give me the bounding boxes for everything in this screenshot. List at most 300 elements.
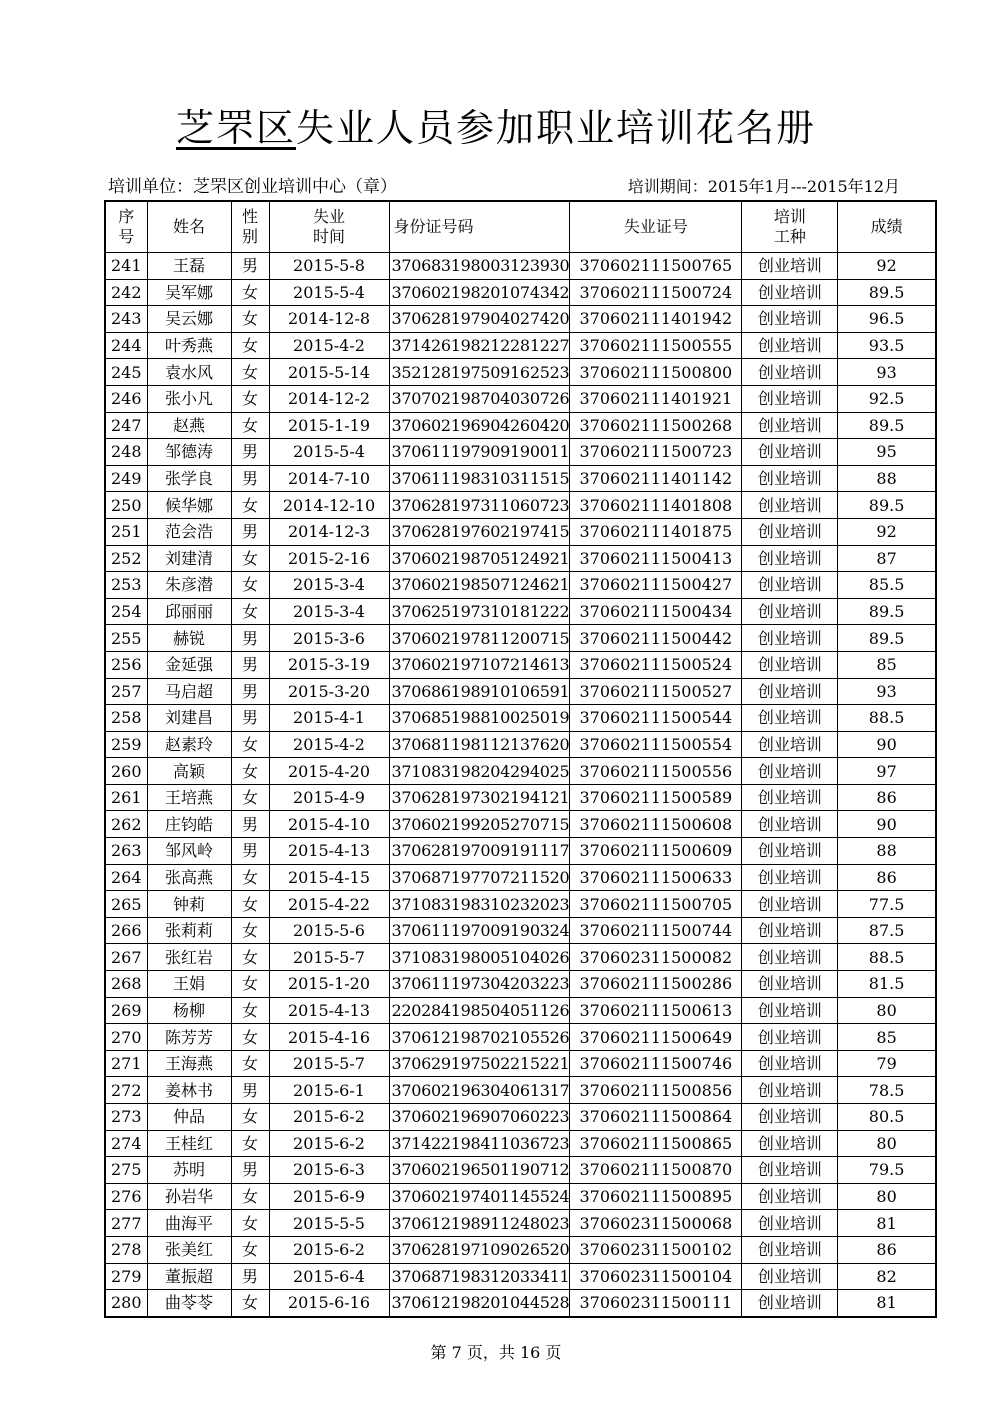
cell-certificate-number: 370602111500870 [570, 1157, 742, 1184]
cell-certificate-number: 370602111500589 [570, 784, 742, 811]
table-row [105, 492, 936, 519]
cell-gender: 女 [231, 306, 269, 333]
cell-id-number: 220284198504051126 [389, 997, 570, 1024]
cell-date: 2015-3-20 [269, 678, 389, 705]
cell-score: 79.5 [838, 1157, 936, 1184]
header-name: 姓名 [147, 201, 231, 253]
cell-certificate-number: 370602111500895 [570, 1183, 742, 1210]
cell-date: 2014-12-2 [269, 385, 389, 412]
cell-date: 2015-4-13 [269, 838, 389, 865]
cell-name: 苏明 [147, 1157, 231, 1184]
cell-training-type: 创业培训 [742, 1024, 838, 1051]
cell-score: 93.5 [838, 332, 936, 359]
cell-no: 255 [105, 625, 147, 652]
cell-training-type: 创业培训 [742, 359, 838, 386]
table-row [105, 1210, 936, 1237]
cell-training-type: 创业培训 [742, 1157, 838, 1184]
cell-no: 260 [105, 758, 147, 785]
cell-training-type: 创业培训 [742, 971, 838, 998]
cell-gender: 女 [231, 917, 269, 944]
cell-no: 252 [105, 545, 147, 572]
cell-training-type: 创业培训 [742, 439, 838, 466]
cell-id-number: 352128197509162523 [389, 359, 570, 386]
cell-no: 279 [105, 1263, 147, 1290]
cell-id-number: 370628197602197415 [389, 518, 570, 545]
cell-name: 董振超 [147, 1263, 231, 1290]
cell-training-type: 创业培训 [742, 651, 838, 678]
cell-score: 80 [838, 1130, 936, 1157]
cell-training-type: 创业培训 [742, 1130, 838, 1157]
cell-gender: 男 [231, 439, 269, 466]
cell-training-type: 创业培训 [742, 731, 838, 758]
cell-certificate-number: 370602111500865 [570, 1130, 742, 1157]
cell-gender: 女 [231, 891, 269, 918]
cell-name: 叶秀燕 [147, 332, 231, 359]
cell-certificate-number: 370602111500554 [570, 731, 742, 758]
cell-gender: 男 [231, 678, 269, 705]
cell-date: 2015-1-20 [269, 971, 389, 998]
cell-score: 80.5 [838, 1104, 936, 1131]
cell-no: 262 [105, 811, 147, 838]
cell-score: 86 [838, 1236, 936, 1263]
table-row [105, 1024, 936, 1051]
cell-score: 90 [838, 811, 936, 838]
cell-gender: 男 [231, 651, 269, 678]
cell-date: 2015-6-9 [269, 1183, 389, 1210]
table-row [105, 598, 936, 625]
cell-training-type: 创业培训 [742, 306, 838, 333]
cell-id-number: 371083198310232023 [389, 891, 570, 918]
cell-date: 2015-5-6 [269, 917, 389, 944]
table-header-row [105, 201, 936, 253]
table-row [105, 1077, 936, 1104]
cell-gender: 男 [231, 625, 269, 652]
cell-score: 95 [838, 439, 936, 466]
cell-date: 2015-6-1 [269, 1077, 389, 1104]
cell-date: 2015-4-10 [269, 811, 389, 838]
cell-score: 96.5 [838, 306, 936, 333]
cell-id-number: 370687197707211520 [389, 864, 570, 891]
cell-gender: 女 [231, 492, 269, 519]
cell-id-number: 370602196904260420 [389, 412, 570, 439]
cell-date: 2014-12-10 [269, 492, 389, 519]
cell-date: 2015-6-2 [269, 1236, 389, 1263]
table-row [105, 385, 936, 412]
cell-score: 78.5 [838, 1077, 936, 1104]
cell-training-type: 创业培训 [742, 518, 838, 545]
cell-certificate-number: 370602111500555 [570, 332, 742, 359]
cell-date: 2014-12-3 [269, 518, 389, 545]
cell-name: 王磊 [147, 253, 231, 280]
cell-date: 2015-4-9 [269, 784, 389, 811]
cell-training-type: 创业培训 [742, 412, 838, 439]
cell-id-number: 370611197009190324 [389, 917, 570, 944]
cell-training-type: 创业培训 [742, 625, 838, 652]
cell-score: 81.5 [838, 971, 936, 998]
cell-no: 254 [105, 598, 147, 625]
cell-id-number: 370602198705124921 [389, 545, 570, 572]
cell-certificate-number: 370602111500746 [570, 1050, 742, 1077]
cell-no: 273 [105, 1104, 147, 1131]
cell-score: 85 [838, 1024, 936, 1051]
cell-gender: 女 [231, 997, 269, 1024]
cell-date: 2015-1-19 [269, 412, 389, 439]
cell-date: 2015-6-4 [269, 1263, 389, 1290]
cell-id-number: 370687198312033411 [389, 1263, 570, 1290]
cell-name: 曲苓苓 [147, 1290, 231, 1317]
cell-certificate-number: 370602111500544 [570, 705, 742, 732]
cell-training-type: 创业培训 [742, 598, 838, 625]
cell-no: 259 [105, 731, 147, 758]
cell-no: 263 [105, 838, 147, 865]
table-row [105, 1236, 936, 1263]
table-row [105, 811, 936, 838]
table-row [105, 731, 936, 758]
cell-certificate-number: 370602111500633 [570, 864, 742, 891]
cell-name: 姜林书 [147, 1077, 231, 1104]
cell-training-type: 创业培训 [742, 1263, 838, 1290]
cell-score: 77.5 [838, 891, 936, 918]
cell-name: 候华娜 [147, 492, 231, 519]
cell-date: 2015-2-16 [269, 545, 389, 572]
cell-score: 86 [838, 784, 936, 811]
cell-gender: 男 [231, 465, 269, 492]
cell-id-number: 370628197109026520 [389, 1236, 570, 1263]
cell-no: 274 [105, 1130, 147, 1157]
cell-certificate-number: 370602111500800 [570, 359, 742, 386]
cell-name: 吴军娜 [147, 279, 231, 306]
cell-name: 曲海平 [147, 1210, 231, 1237]
cell-no: 272 [105, 1077, 147, 1104]
page-footer: 第 7 页，共 16 页 [430, 1343, 562, 1362]
cell-gender: 女 [231, 1290, 269, 1317]
cell-score: 89.5 [838, 598, 936, 625]
cell-training-type: 创业培训 [742, 279, 838, 306]
cell-name: 王娟 [147, 971, 231, 998]
cell-certificate-number: 370602111500724 [570, 279, 742, 306]
cell-name: 范会浩 [147, 518, 231, 545]
cell-gender: 女 [231, 758, 269, 785]
cell-id-number: 370602197401145524 [389, 1183, 570, 1210]
cell-training-type: 创业培训 [742, 253, 838, 280]
cell-no: 244 [105, 332, 147, 359]
cell-date: 2014-12-8 [269, 306, 389, 333]
cell-name: 金延强 [147, 651, 231, 678]
cell-gender: 女 [231, 1050, 269, 1077]
header-unemployment-date: 失业 时间 [269, 201, 389, 253]
table-row [105, 651, 936, 678]
cell-gender: 男 [231, 838, 269, 865]
cell-certificate-number: 370602111500434 [570, 598, 742, 625]
table-row [105, 917, 936, 944]
cell-no: 276 [105, 1183, 147, 1210]
cell-gender: 男 [231, 518, 269, 545]
title-main: 失业人员参加职业培训花名册 [296, 106, 817, 150]
table-row [105, 944, 936, 971]
cell-gender: 男 [231, 1263, 269, 1290]
table-row [105, 518, 936, 545]
cell-training-type: 创业培训 [742, 545, 838, 572]
cell-score: 92.5 [838, 385, 936, 412]
cell-date: 2015-5-8 [269, 253, 389, 280]
cell-gender: 女 [231, 944, 269, 971]
table-row [105, 1263, 936, 1290]
cell-id-number: 371083198204294025 [389, 758, 570, 785]
cell-no: 257 [105, 678, 147, 705]
cell-id-number: 370612198201044528 [389, 1290, 570, 1317]
cell-certificate-number: 370602111500556 [570, 758, 742, 785]
cell-id-number: 370602198507124621 [389, 572, 570, 599]
cell-certificate-number: 370602311500104 [570, 1263, 742, 1290]
cell-date: 2015-3-4 [269, 572, 389, 599]
cell-id-number: 370602197811200715 [389, 625, 570, 652]
cell-no: 258 [105, 705, 147, 732]
cell-score: 97 [838, 758, 936, 785]
cell-gender: 女 [231, 1024, 269, 1051]
cell-gender: 女 [231, 1210, 269, 1237]
cell-id-number: 371083198005104026 [389, 944, 570, 971]
header-certificate-number: 失业证号 [570, 201, 742, 253]
cell-id-number: 370629197502215221 [389, 1050, 570, 1077]
cell-training-type: 创业培训 [742, 811, 838, 838]
table-row [105, 572, 936, 599]
cell-certificate-number: 370602111401921 [570, 385, 742, 412]
cell-training-type: 创业培训 [742, 332, 838, 359]
cell-score: 86 [838, 864, 936, 891]
cell-certificate-number: 370602111500268 [570, 412, 742, 439]
cell-id-number: 370611197304203223 [389, 971, 570, 998]
cell-gender: 女 [231, 412, 269, 439]
cell-date: 2015-5-14 [269, 359, 389, 386]
table-row [105, 279, 936, 306]
cell-score: 92 [838, 518, 936, 545]
cell-certificate-number: 370602111500442 [570, 625, 742, 652]
cell-name: 张学良 [147, 465, 231, 492]
cell-certificate-number: 370602111500427 [570, 572, 742, 599]
cell-id-number: 370602196304061317 [389, 1077, 570, 1104]
cell-no: 265 [105, 891, 147, 918]
cell-name: 赫锐 [147, 625, 231, 652]
cell-no: 243 [105, 306, 147, 333]
cell-name: 赵燕 [147, 412, 231, 439]
cell-no: 267 [105, 944, 147, 971]
cell-certificate-number: 370602111500765 [570, 253, 742, 280]
cell-certificate-number: 370602111500744 [570, 917, 742, 944]
cell-training-type: 创业培训 [742, 1236, 838, 1263]
cell-id-number: 370611197909190011 [389, 439, 570, 466]
table-row [105, 1130, 936, 1157]
cell-no: 277 [105, 1210, 147, 1237]
cell-gender: 女 [231, 1236, 269, 1263]
cell-gender: 女 [231, 784, 269, 811]
cell-gender: 女 [231, 332, 269, 359]
cell-id-number: 370683198003123930 [389, 253, 570, 280]
cell-name: 赵素玲 [147, 731, 231, 758]
cell-training-type: 创业培训 [742, 1290, 838, 1317]
header-training-type: 培训 工种 [742, 201, 838, 253]
cell-training-type: 创业培训 [742, 997, 838, 1024]
cell-name: 邱丽丽 [147, 598, 231, 625]
table-row [105, 891, 936, 918]
cell-score: 87 [838, 545, 936, 572]
cell-score: 89.5 [838, 625, 936, 652]
cell-gender: 男 [231, 811, 269, 838]
cell-no: 269 [105, 997, 147, 1024]
cell-name: 马启超 [147, 678, 231, 705]
cell-gender: 男 [231, 705, 269, 732]
cell-score: 85.5 [838, 572, 936, 599]
cell-id-number: 370602196501190712 [389, 1157, 570, 1184]
cell-score: 80 [838, 997, 936, 1024]
cell-no: 249 [105, 465, 147, 492]
cell-certificate-number: 370602111500856 [570, 1077, 742, 1104]
cell-id-number: 370611198310311515 [389, 465, 570, 492]
cell-certificate-number: 370602111500723 [570, 439, 742, 466]
cell-id-number: 370602199205270715 [389, 811, 570, 838]
cell-date: 2015-3-6 [269, 625, 389, 652]
cell-no: 270 [105, 1024, 147, 1051]
cell-score: 89.5 [838, 412, 936, 439]
cell-gender: 女 [231, 1130, 269, 1157]
cell-no: 278 [105, 1236, 147, 1263]
cell-name: 孙岩华 [147, 1183, 231, 1210]
cell-date: 2015-6-2 [269, 1104, 389, 1131]
cell-gender: 女 [231, 598, 269, 625]
cell-certificate-number: 370602111401142 [570, 465, 742, 492]
cell-score: 88.5 [838, 705, 936, 732]
cell-no: 256 [105, 651, 147, 678]
cell-training-type: 创业培训 [742, 1050, 838, 1077]
cell-certificate-number: 370602111500608 [570, 811, 742, 838]
cell-name: 王海燕 [147, 1050, 231, 1077]
cell-gender: 男 [231, 1077, 269, 1104]
cell-id-number: 370628197009191117 [389, 838, 570, 865]
cell-name: 吴云娜 [147, 306, 231, 333]
cell-date: 2015-4-16 [269, 1024, 389, 1051]
cell-training-type: 创业培训 [742, 1210, 838, 1237]
table-row [105, 332, 936, 359]
title-district: 芝罘区 [175, 106, 296, 150]
table-row [105, 1290, 936, 1317]
cell-name: 张高燕 [147, 864, 231, 891]
cell-name: 邹风岭 [147, 838, 231, 865]
cell-id-number: 370602198201074342 [389, 279, 570, 306]
cell-date: 2015-3-19 [269, 651, 389, 678]
header-id-number: 身份证号码 [389, 201, 570, 253]
cell-score: 88.5 [838, 944, 936, 971]
cell-name: 仲品 [147, 1104, 231, 1131]
cell-name: 张美红 [147, 1236, 231, 1263]
cell-id-number: 370628197904027420 [389, 306, 570, 333]
cell-date: 2015-4-1 [269, 705, 389, 732]
table-row [105, 545, 936, 572]
cell-name: 刘建清 [147, 545, 231, 572]
cell-id-number: 370628197311060723 [389, 492, 570, 519]
cell-gender: 女 [231, 731, 269, 758]
cell-no: 261 [105, 784, 147, 811]
cell-training-type: 创业培训 [742, 944, 838, 971]
cell-certificate-number: 370602111401808 [570, 492, 742, 519]
cell-score: 80 [838, 1183, 936, 1210]
cell-training-type: 创业培训 [742, 572, 838, 599]
table-row [105, 253, 936, 280]
cell-name: 杨柳 [147, 997, 231, 1024]
cell-no: 241 [105, 253, 147, 280]
cell-name: 王培燕 [147, 784, 231, 811]
cell-training-type: 创业培训 [742, 838, 838, 865]
cell-date: 2015-4-2 [269, 332, 389, 359]
cell-gender: 女 [231, 545, 269, 572]
cell-id-number: 370612198911248023 [389, 1210, 570, 1237]
cell-date: 2015-5-7 [269, 944, 389, 971]
cell-name: 刘建昌 [147, 705, 231, 732]
cell-score: 93 [838, 359, 936, 386]
cell-score: 88 [838, 838, 936, 865]
cell-id-number: 370702198704030726 [389, 385, 570, 412]
table-row [105, 1104, 936, 1131]
table-row [105, 1050, 936, 1077]
cell-certificate-number: 370602311500068 [570, 1210, 742, 1237]
cell-certificate-number: 370602111500286 [570, 971, 742, 998]
table-row [105, 758, 936, 785]
cell-gender: 女 [231, 971, 269, 998]
header-score: 成绩 [838, 201, 936, 253]
cell-date: 2015-5-4 [269, 279, 389, 306]
cell-certificate-number: 370602111401875 [570, 518, 742, 545]
cell-training-type: 创业培训 [742, 1104, 838, 1131]
cell-id-number: 370681198112137620 [389, 731, 570, 758]
table-row [105, 864, 936, 891]
cell-score: 90 [838, 731, 936, 758]
table-row [105, 838, 936, 865]
cell-certificate-number: 370602111500649 [570, 1024, 742, 1051]
cell-no: 248 [105, 439, 147, 466]
table-row [105, 705, 936, 732]
table-row [105, 359, 936, 386]
cell-training-type: 创业培训 [742, 1077, 838, 1104]
cell-gender: 男 [231, 1157, 269, 1184]
cell-score: 87.5 [838, 917, 936, 944]
cell-date: 2015-4-2 [269, 731, 389, 758]
cell-id-number: 371426198212281227 [389, 332, 570, 359]
table-row [105, 306, 936, 333]
cell-name: 庄钧皓 [147, 811, 231, 838]
cell-no: 242 [105, 279, 147, 306]
cell-training-type: 创业培训 [742, 864, 838, 891]
cell-date: 2015-5-4 [269, 439, 389, 466]
cell-gender: 女 [231, 385, 269, 412]
cell-id-number: 370602197107214613 [389, 651, 570, 678]
cell-id-number: 370625197310181222 [389, 598, 570, 625]
cell-training-type: 创业培训 [742, 678, 838, 705]
cell-name: 张小凡 [147, 385, 231, 412]
cell-id-number: 370685198810025019 [389, 705, 570, 732]
cell-gender: 男 [231, 253, 269, 280]
cell-name: 张莉莉 [147, 917, 231, 944]
cell-no: 266 [105, 917, 147, 944]
cell-no: 250 [105, 492, 147, 519]
cell-certificate-number: 370602111500609 [570, 838, 742, 865]
cell-id-number: 370628197302194121 [389, 784, 570, 811]
cell-training-type: 创业培训 [742, 917, 838, 944]
cell-gender: 女 [231, 572, 269, 599]
cell-certificate-number: 370602311500082 [570, 944, 742, 971]
table-row [105, 997, 936, 1024]
page-title [0, 104, 992, 152]
cell-date: 2015-4-13 [269, 997, 389, 1024]
cell-score: 85 [838, 651, 936, 678]
cell-certificate-number: 370602311500111 [570, 1290, 742, 1317]
